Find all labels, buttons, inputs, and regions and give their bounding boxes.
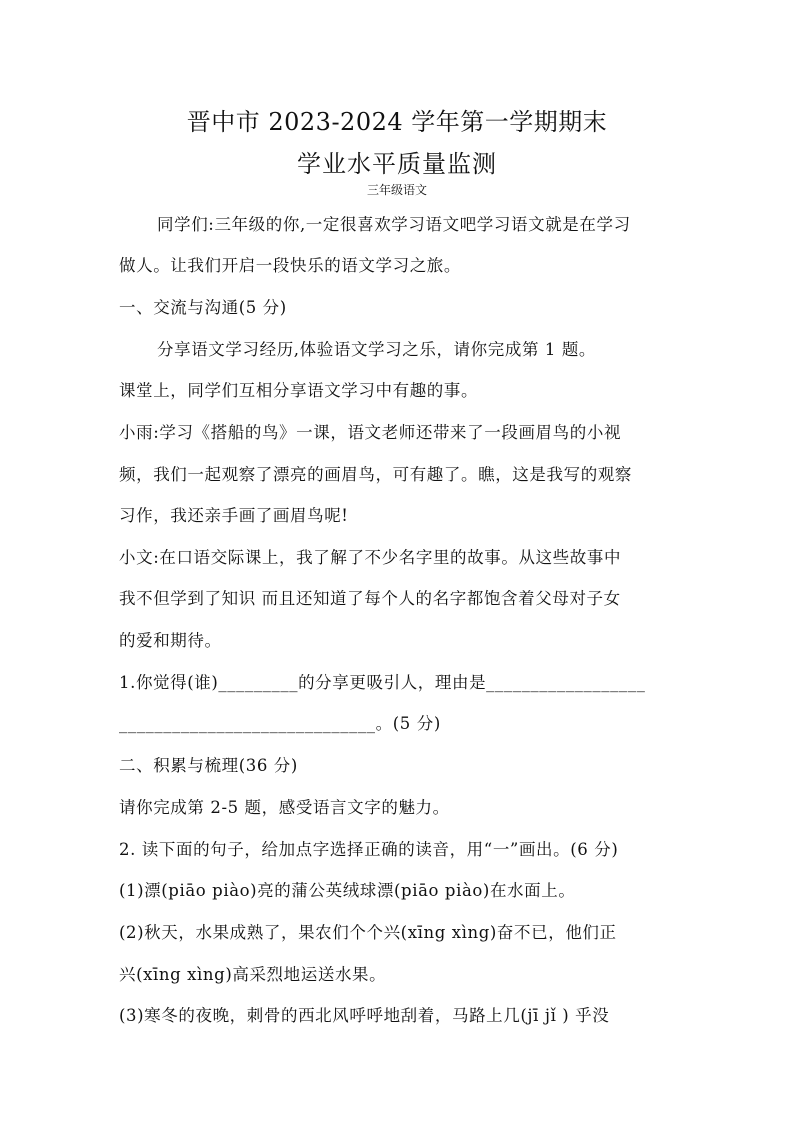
section1-instruction: 分享语文学习经历,体验语文学习之乐，请你完成第 1 题。 (157, 340, 597, 359)
section1-heading: 一、交流与沟通(5 分) (119, 298, 287, 317)
xiaoyu-line-3: 习作，我还亲手画了画眉鸟呢! (119, 506, 349, 525)
question-2-item-3: (3)寒冬的夜晚，刺骨的西北风呼呼地刮着，马路上几(jī jǐ ) 乎没 (119, 1006, 610, 1025)
question-1-line-2: _____________________________。(5 分) (119, 714, 441, 733)
section1-context: 课堂上，同学们互相分享语文学习中有趣的事。 (119, 381, 479, 400)
exam-title-line1: 晋中市 2023-2024 学年第一学期期末 (186, 108, 608, 136)
question-1-line-1: 1.你觉得(谁)_________的分享更吸引人，理由是__________________ (119, 673, 646, 692)
section2-instruction: 请你完成第 2-5 题，感受语言文字的魅力。 (119, 798, 450, 817)
question-2-item-2-line-1: (2)秋天，水果成熟了，果农们个个兴(xīng xìng)奋不已，他们正 (119, 923, 617, 942)
exam-title-line2: 学业水平质量监测 (297, 150, 497, 178)
xiaowen-line-2: 我不但学到了知识 而且还知道了每个人的名字都饱含着父母对子女 (119, 589, 621, 608)
question-2-item-2-line-2: 兴(xīng xìng)高采烈地运送水果。 (119, 965, 387, 984)
xiaowen-line-3: 的爱和期待。 (119, 631, 222, 650)
question-2-stem: 2. 读下面的句子，给加点字选择正确的读音，用“一”画出。(6 分) (119, 840, 619, 859)
xiaoyu-line-2: 频，我们一起观察了漂亮的画眉鸟，可有趣了。瞧，这是我写的观察 (119, 465, 632, 484)
xiaowen-line-1: 小文:在口语交际课上，我了解了不少名字里的故事。从这些故事中 (119, 548, 622, 567)
intro-line-1: 同学们:三年级的你,一定很喜欢学习语文吧学习语文就是在学习 (157, 215, 631, 234)
intro-line-2: 做人。让我们开启一段快乐的语文学习之旅。 (119, 256, 461, 275)
xiaoyu-line-1: 小雨:学习《搭船的鸟》一课，语文老师还带来了一段画眉鸟的小视 (119, 423, 622, 442)
section2-heading: 二、积累与梳理(36 分) (119, 756, 298, 775)
question-2-item-1: (1)漂(piāo piào)亮的蒲公英绒球漂(piāo piào)在水面上。 (119, 881, 576, 900)
exam-subject: 三年级语文 (366, 183, 427, 197)
